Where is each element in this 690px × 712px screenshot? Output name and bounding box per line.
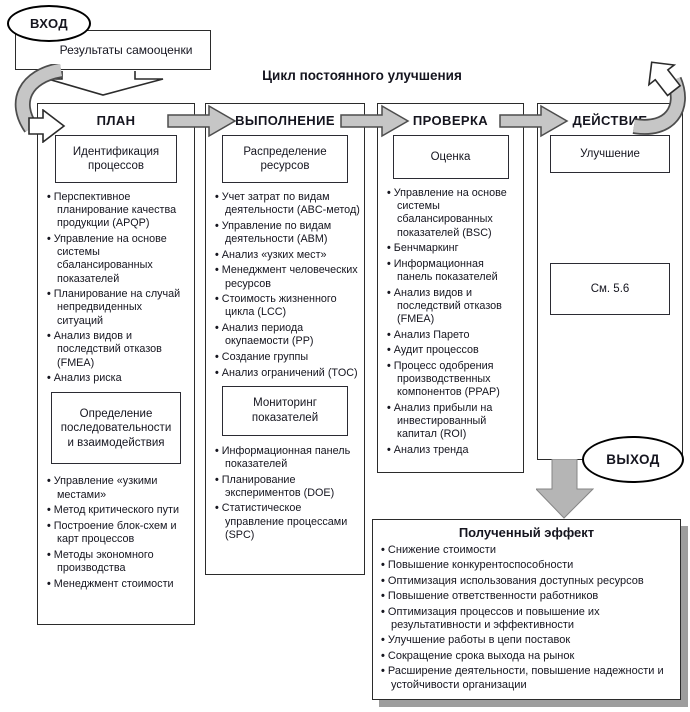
- bullet-item: • Оптимизация процессов и повышение их результативности и эффективности: [381, 606, 674, 633]
- bullet-item: • Построение блок-схем и карт процессов: [47, 520, 191, 546]
- effect-box: [372, 519, 681, 700]
- bullet-item: • Анализ видов и последствий отказов (FMEA): [387, 287, 520, 327]
- bullet-item: • Статистическое управление процессами (SPC): [215, 502, 361, 542]
- act-column: [537, 103, 683, 460]
- act-box-see-ref: См. 5.6: [550, 263, 670, 315]
- bullet-item: • Оптимизация использования доступных ресурсов: [381, 575, 674, 588]
- do-box-monitoring: Мониторинг показателей: [222, 386, 348, 436]
- effect-bullets: [373, 544, 680, 692]
- do-bullets-top: [206, 191, 364, 380]
- bullet-item: • Менеджмент человеческих ресурсов: [215, 264, 361, 290]
- cycle-title: Цикл постоянного улучшения: [262, 68, 462, 83]
- bullet-item: • Повышение ответственности работников: [381, 590, 674, 603]
- plan-column: [37, 103, 195, 625]
- flow-arrow-do-check-icon: [340, 104, 410, 138]
- input-ellipse: [7, 5, 91, 42]
- bullet-item: • Анализ «узких мест»: [215, 249, 361, 262]
- plan-bullets-top: [38, 191, 194, 385]
- plan-box-sequence: Определение последовательности и взаимодействия: [51, 392, 181, 464]
- bullet-item: • Анализ видов и последствий отказов (FMEA): [47, 330, 191, 370]
- flow-arrow-check-act-icon: [499, 104, 569, 138]
- check-bullets: [378, 187, 523, 457]
- bullet-item: • Методы экономного производства: [47, 549, 191, 575]
- bullet-item: • Анализ риска: [47, 372, 191, 385]
- loop-back-arrow-icon: [628, 56, 690, 140]
- bullet-item: • Управление по видам деятельности (ABM): [215, 220, 361, 246]
- bullet-item: • Аудит процессов: [387, 344, 520, 357]
- do-bullets-bottom: [206, 445, 364, 542]
- effect-title: Полученный эффект: [458, 525, 595, 540]
- bullet-item: • Перспективное планирование качества продукции (APQP): [47, 191, 191, 231]
- plan-header: ПЛАН: [96, 113, 136, 128]
- bullet-item: • Анализ прибыли на инвестированный капитал (ROI): [387, 402, 520, 442]
- self-assessment-label: Результаты самооценки: [59, 43, 193, 57]
- plan-box-identification: Идентификация процессов: [55, 135, 177, 183]
- bullet-item: • Менеджмент стоимости: [47, 578, 191, 591]
- bullet-item: • Информационная панель показателей: [215, 445, 361, 471]
- act-header: ДЕЙСТВИЕ: [572, 113, 648, 128]
- bullet-item: • Управление на основе системы сбалансированных показателей (BSC): [387, 187, 520, 240]
- do-box-resources: Распределение ресурсов: [222, 135, 348, 183]
- bullet-item: • Создание группы: [215, 351, 361, 364]
- bullet-item: • Информационная панель показателей: [387, 258, 520, 284]
- bullet-item: • Анализ периода окупаемости (PP): [215, 322, 361, 348]
- do-header: ВЫПОЛНЕНИЕ: [235, 113, 335, 128]
- bullet-item: • Процесс одобрения производственных компонентов (PPAP): [387, 360, 520, 400]
- check-column: [377, 103, 524, 473]
- bullet-item: • Стоимость жизненного цикла (LCC): [215, 293, 361, 319]
- bullet-item: • Управление «узкими местами»: [47, 475, 191, 501]
- bullet-item: • Повышение конкурентоспособности: [381, 559, 674, 572]
- check-box-evaluation: Оценка: [393, 135, 509, 179]
- check-header: ПРОВЕРКА: [412, 113, 489, 128]
- bullet-item: • Бенчмаркинг: [387, 242, 520, 255]
- do-column: [205, 103, 365, 575]
- bullet-item: • Планирование экспериментов (DOE): [215, 474, 361, 500]
- bullet-item: • Управление на основе системы сбалансированных показателей: [47, 233, 191, 286]
- bullet-item: • Анализ ограничений (TOC): [215, 367, 361, 380]
- bullet-item: • Планирование на случай непредвиденных ситуаций: [47, 288, 191, 328]
- bullet-item: • Метод критического пути: [47, 504, 191, 517]
- bullet-item: • Сокращение срока выхода на рынок: [381, 650, 674, 663]
- bullet-item: • Улучшение работы в цепи поставок: [381, 634, 674, 647]
- bullet-item: • Снижение стоимости: [381, 544, 674, 557]
- plan-bullets-bottom: [38, 475, 194, 590]
- bullet-item: • Анализ тренда: [387, 444, 520, 457]
- bullet-item: • Анализ Парето: [387, 329, 520, 342]
- bullet-item: • Учет затрат по видам деятельности (ABC-метод): [215, 191, 361, 217]
- flow-arrow-plan-do-icon: [167, 104, 237, 138]
- loop-in-arrowhead-icon: [28, 109, 66, 143]
- input-label: ВХОД: [29, 16, 69, 31]
- act-box-improvement: Улучшение: [550, 135, 670, 173]
- bullet-item: • Расширение деятельности, повышение надежности и устойчивости организации: [381, 665, 674, 692]
- output-label: ВЫХОД: [606, 452, 660, 467]
- output-ellipse: [582, 436, 684, 483]
